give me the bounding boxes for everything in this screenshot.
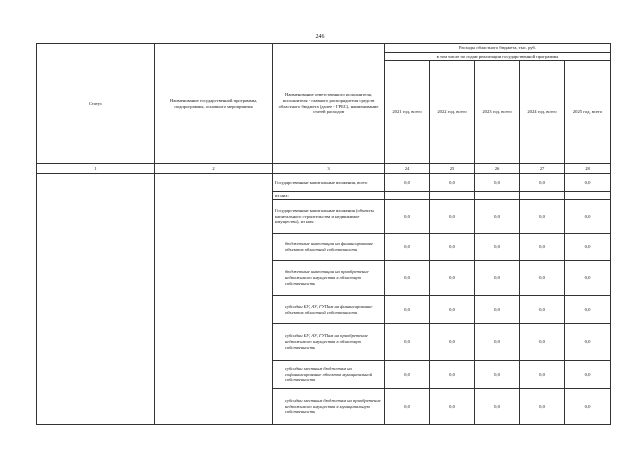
row-name: субсидии БУ, АУ, ГУПам на финансирование объектов областной собственности: [273, 296, 385, 324]
row-value: 0,0: [520, 361, 565, 389]
row-value: 0,0: [520, 200, 565, 234]
row-value: [430, 192, 475, 200]
column-number: 25: [430, 164, 475, 174]
budget-table: [36, 43, 611, 425]
row-value: 0,0: [475, 389, 520, 425]
page-number: 246: [315, 34, 325, 40]
row-value: 0,0: [475, 361, 520, 389]
row-value: 0,0: [520, 324, 565, 361]
row-value: 0,0: [520, 234, 565, 261]
row-value: 0,0: [385, 324, 430, 361]
row-name: Государственные капитальные вложения (объекты капитального строительства и недвижимое имущество), из них:: [273, 200, 385, 234]
row-value: 0,0: [385, 296, 430, 324]
row-value: 0,0: [475, 200, 520, 234]
row-name: субсидии местным бюджетам на софинансирование объектов муниципальной собственности: [273, 361, 385, 389]
row-value: 0,0: [565, 389, 611, 425]
header-year: 2021 год, всего: [385, 61, 430, 164]
row-name: Государственные капитальные вложения, всего: [273, 174, 385, 192]
row-value: 0,0: [520, 296, 565, 324]
column-number: 24: [385, 164, 430, 174]
header-status: Статус: [37, 44, 155, 164]
header-program-name: Наименование государственной программы, подпрограммы, основного мероприятия: [155, 44, 273, 164]
row-value: [475, 192, 520, 200]
row-value: 0,0: [475, 234, 520, 261]
column-number: 28: [565, 164, 611, 174]
row-value: 0,0: [565, 324, 611, 361]
row-value: 0,0: [385, 389, 430, 425]
header-responsible: Наименование ответственного исполнителя, исполнителя - главного распорядителя средств областного бюджета (далее - ГРБС), наименование статей расходов: [273, 44, 385, 164]
row-value: 0,0: [565, 296, 611, 324]
column-number-row: [37, 164, 611, 174]
row-value: 0,0: [430, 296, 475, 324]
row-value: 0,0: [520, 261, 565, 296]
row-value: 0,0: [565, 234, 611, 261]
row-value: 0,0: [385, 361, 430, 389]
header-year: 2025 год, всего: [565, 61, 611, 164]
header-budget-title: Расходы областного бюджета, тыс. руб.: [385, 44, 611, 53]
row-value: [385, 192, 430, 200]
row-value: 0,0: [385, 234, 430, 261]
column-number: 2: [155, 164, 273, 174]
header-years-title: в том числе по годам реализации государственной программы: [385, 53, 611, 61]
row-name: субсидии БУ, АУ, ГУПам на приобретение недвижимого имущества в областную собственность: [273, 324, 385, 361]
row-value: 0,0: [430, 324, 475, 361]
column-number: 3: [273, 164, 385, 174]
column-number: 26: [475, 164, 520, 174]
row-value: 0,0: [430, 200, 475, 234]
row-value: [565, 192, 611, 200]
row-value: 0,0: [475, 296, 520, 324]
status-cell: [37, 174, 155, 425]
table-row: [37, 174, 611, 192]
row-value: 0,0: [430, 174, 475, 192]
row-value: 0,0: [520, 174, 565, 192]
row-value: 0,0: [430, 234, 475, 261]
header-year: 2023 год, всего: [475, 61, 520, 164]
row-value: 0,0: [475, 174, 520, 192]
row-name: бюджетные инвестиции на приобретение недвижимого имущества в областную собственность: [273, 261, 385, 296]
column-number: 1: [37, 164, 155, 174]
row-value: 0,0: [565, 174, 611, 192]
row-value: 0,0: [520, 389, 565, 425]
program-name-cell: [155, 174, 273, 425]
header-year: 2024 год, всего: [520, 61, 565, 164]
row-value: 0,0: [475, 261, 520, 296]
row-value: 0,0: [385, 200, 430, 234]
row-value: 0,0: [430, 361, 475, 389]
row-value: 0,0: [565, 261, 611, 296]
row-name: субсидии местным бюджетам на приобретение недвижимого имущества в муниципальную собственность: [273, 389, 385, 425]
header-row-1: [37, 44, 611, 53]
row-value: 0,0: [430, 389, 475, 425]
row-value: 0,0: [565, 200, 611, 234]
header-year: 2022 год, всего: [430, 61, 475, 164]
row-value: [520, 192, 565, 200]
row-value: 0,0: [385, 261, 430, 296]
row-name: из них:: [273, 192, 385, 200]
column-number: 27: [520, 164, 565, 174]
row-value: 0,0: [475, 324, 520, 361]
row-value: 0,0: [385, 174, 430, 192]
row-name: бюджетные инвестиции на финансирование объектов областной собственности: [273, 234, 385, 261]
row-value: 0,0: [565, 361, 611, 389]
row-value: 0,0: [430, 261, 475, 296]
